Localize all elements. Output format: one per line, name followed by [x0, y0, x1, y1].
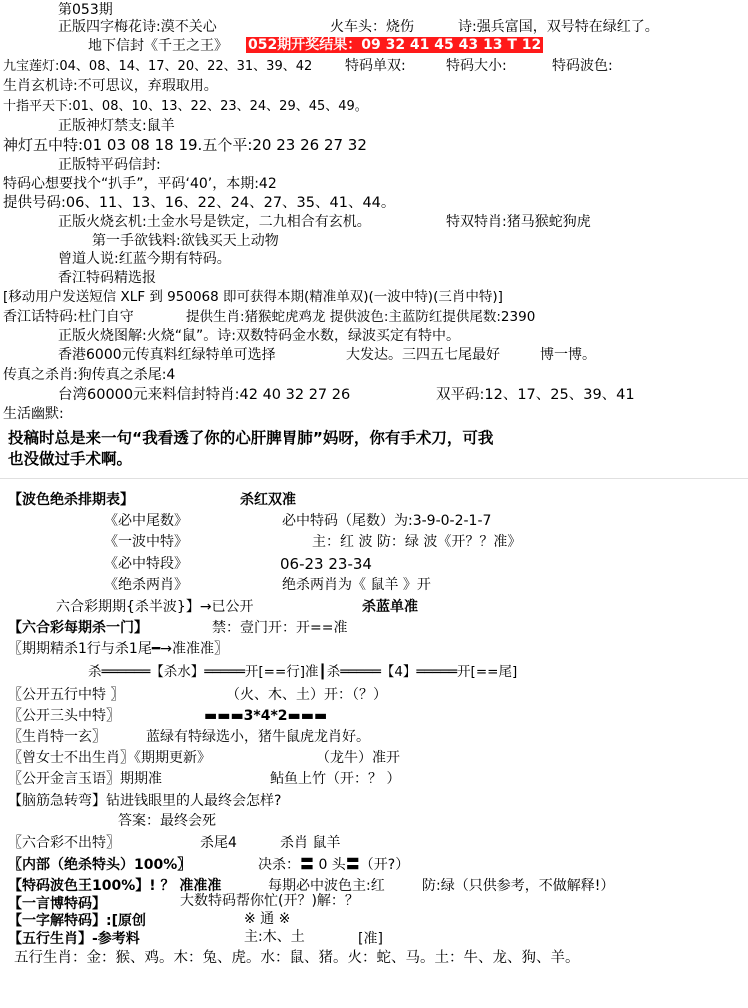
underground-envelope: 地下信封《千王之王》	[88, 38, 228, 54]
color-label: 特码波色:	[552, 58, 613, 74]
humor-label: 生活幽默:	[3, 406, 64, 422]
zodiac-mystery-value: 蓝绿有特绿选小，猪牛鼠虎龙肖好。	[146, 729, 370, 745]
five-element-zodiac-list: 五行生肖：金：猴、鸡。木：兔、虎。水：鼠、猪。火：蛇、马。土：牛、龙、狗、羊。	[14, 950, 580, 966]
try-luck: 博一博。	[540, 347, 596, 363]
five-element-label: 〖公开五行中特 〗	[8, 687, 125, 703]
pickpocket-line: 特码心想要找个“扒手”，平码‘40’，本期:42	[3, 176, 277, 192]
golden-words-value: 鲇鱼上竹（开：？ ）	[270, 771, 401, 787]
provided-zodiac: 提供生肖:猪猴蛇虎鸡龙 提供波色:主蓝防红提供尾数:2390	[186, 309, 536, 325]
train-head: 火车头：烧伤	[330, 19, 414, 35]
zodiac-mystery-label: 〖生肖特一玄〗	[8, 729, 106, 745]
one-wave-label: 《一波中特》	[104, 534, 188, 550]
size-label: 特码大小:	[446, 58, 507, 74]
kill-tail-value: 杀尾4	[200, 835, 237, 851]
poem-line: 诗:强兵富国，双号特在绿红了。	[458, 19, 659, 35]
kill-element-tail: 〖期期精杀1行与杀1尾━→准准准〗	[8, 641, 228, 657]
five-element-zodiac-title: 【五行生肖】-参考料	[8, 931, 140, 947]
xiangjiang-report: 香江特码精选报	[58, 270, 156, 286]
brain-teaser: 【脑筋急转弯】钻进钱眼里的人最终会怎样?	[8, 793, 282, 809]
color-king-main: 每期必中波色主:红	[268, 878, 385, 894]
zodiac-poem: 生肖玄机诗:不可思议，弃瑕取用。	[3, 78, 218, 94]
xiangjiang-talk: 香江话特码:杜门自守	[3, 309, 134, 325]
kill-two-value: 绝杀两肖为《 鼠羊 》开	[282, 577, 431, 593]
fire-mystery: 正版火烧玄机:土金水号是铁定，二九相合有玄机。	[58, 214, 371, 230]
internal-kill-title: 〖内部（绝杀特头）100%〗	[8, 857, 192, 873]
five-element-zodiac-main: 主:木、土	[244, 929, 305, 945]
big-fortune: 大发达。三四五七尾最好	[346, 347, 500, 363]
provided-numbers: 提供号码:06、11、13、16、22、24、27、35、41、44。	[3, 195, 396, 211]
taiwan-envelope: 台湾60000元来料信封特肖:42 40 32 27 26	[58, 387, 351, 403]
one-word-title: 【一言博特码】	[8, 896, 106, 912]
double-flat: 双平码:12、17、25、39、41	[436, 387, 635, 403]
kill-two-label: 《绝杀两肖》	[104, 577, 188, 593]
humor-line-1: 投稿时总是来一句“我看透了你的心肝脾胃肺”妈呀，你有手术刀，可我	[8, 429, 494, 447]
one-wave-value: 主：红 波 防：绿 波《开？？准》	[312, 534, 522, 550]
internal-kill-value: 决杀：〓 0 头〓（开?）	[258, 857, 410, 873]
draw-result-text: 052期开奖结果：09 32 41 45 43 13 T 12	[248, 37, 542, 53]
kill-water-line: 杀══════【杀水】═════开[==行]准┃杀═════【4】═════开[==尾]	[88, 664, 518, 680]
lamp-ban: 正版神灯禁支:鼠羊	[58, 118, 175, 134]
three-head-value: ▬▬▬3*4*2▬▬▬	[204, 708, 328, 724]
must-tail-label: 《必中尾数》	[104, 513, 188, 529]
first-hand-data: 第一手欲钱料:欲钱买天上动物	[92, 233, 279, 249]
color-king-title: 【特码波色王100%】! ？ 准准准	[8, 878, 222, 894]
color-schedule-title: 【波色绝杀排期表】	[8, 492, 134, 508]
lamp-five: 神灯五中特:01 03 08 18 19.五个平:20 23 26 27 32	[3, 136, 367, 154]
madam-zeng-label: 〖曾女士不出生肖〗《期期更新》	[8, 750, 211, 766]
humor-line-2: 也没做过手术啊。	[8, 450, 133, 468]
brain-teaser-answer: 答案：最终会死	[118, 813, 216, 829]
taoist-says: 曾道人说:红蓝今期有特码。	[58, 251, 231, 267]
color-king-guard: 防:绿（只供参考，不做解释!）	[422, 878, 615, 894]
section-divider	[0, 478, 748, 479]
golden-words-label: 〖公开金言玉语〗期期准	[8, 771, 162, 787]
nine-lotus-lamp: 九宝莲灯:04、08、14、17、20、22、31、39、42	[3, 59, 313, 74]
kill-red: 杀红双准	[240, 492, 296, 508]
plum-poem: 正版四字梅花诗:漠不关心	[58, 19, 217, 35]
no-special-label: 〖六合彩不出特〗	[8, 835, 120, 851]
kill-zodiac-value: 杀肖 鼠羊	[280, 835, 341, 851]
odd-even-label: 特码单双:	[345, 58, 406, 74]
flat-envelope: 正版特平码信封:	[58, 157, 161, 173]
five-element-zodiac-sure: [准]	[358, 931, 383, 947]
three-head-label: 〖公开三头中特〗	[8, 708, 120, 724]
kill-one-door-title: 【六合彩每期杀一门】	[8, 620, 148, 636]
ten-fingers: 十指平天下:01、08、10、13、22、23、24、29、45、49。	[3, 99, 368, 114]
draw-result-banner	[246, 37, 543, 54]
hk-fax: 香港6000元传真料红绿特单可选择	[58, 347, 276, 363]
double-zodiac: 特双特肖:猪马猴蛇狗虎	[446, 214, 591, 230]
sms-promo: [移动用户发送短信 XLF 到 950068 即可获得本期(精准单双)(一波中特)(三肖中特)]	[3, 289, 503, 305]
one-char-value: ※ 通 ※	[244, 911, 291, 927]
half-wave: 六合彩期期{杀半波}】→已公开	[56, 599, 254, 615]
one-word-value: 大数特码帮你忙(开？)解：？	[180, 893, 359, 909]
must-segment-value: 06-23 23-34	[280, 555, 372, 573]
issue-number: 第053期	[58, 2, 113, 18]
fire-diagram: 正版火烧图解:火烧“鼠”。诗:双数特码金水数，绿波买定有特中。	[58, 328, 460, 344]
must-tail-value: 必中特码（尾数）为:3-9-0-2-1-7	[282, 513, 492, 529]
five-element-value: （火、木、土）开：（？）	[226, 687, 387, 703]
kill-one-door-value: 禁：壹门开：开==准	[212, 620, 348, 636]
kill-blue: 杀蓝单准	[362, 599, 418, 615]
must-segment-label: 《必中特段》	[104, 556, 188, 572]
one-char-title: 【一字解特码】:[原创	[8, 913, 146, 929]
fax-kill: 传真之杀肖:狗传真之杀尾:4	[3, 367, 176, 383]
madam-zeng-value: （龙牛）准开	[316, 750, 400, 766]
